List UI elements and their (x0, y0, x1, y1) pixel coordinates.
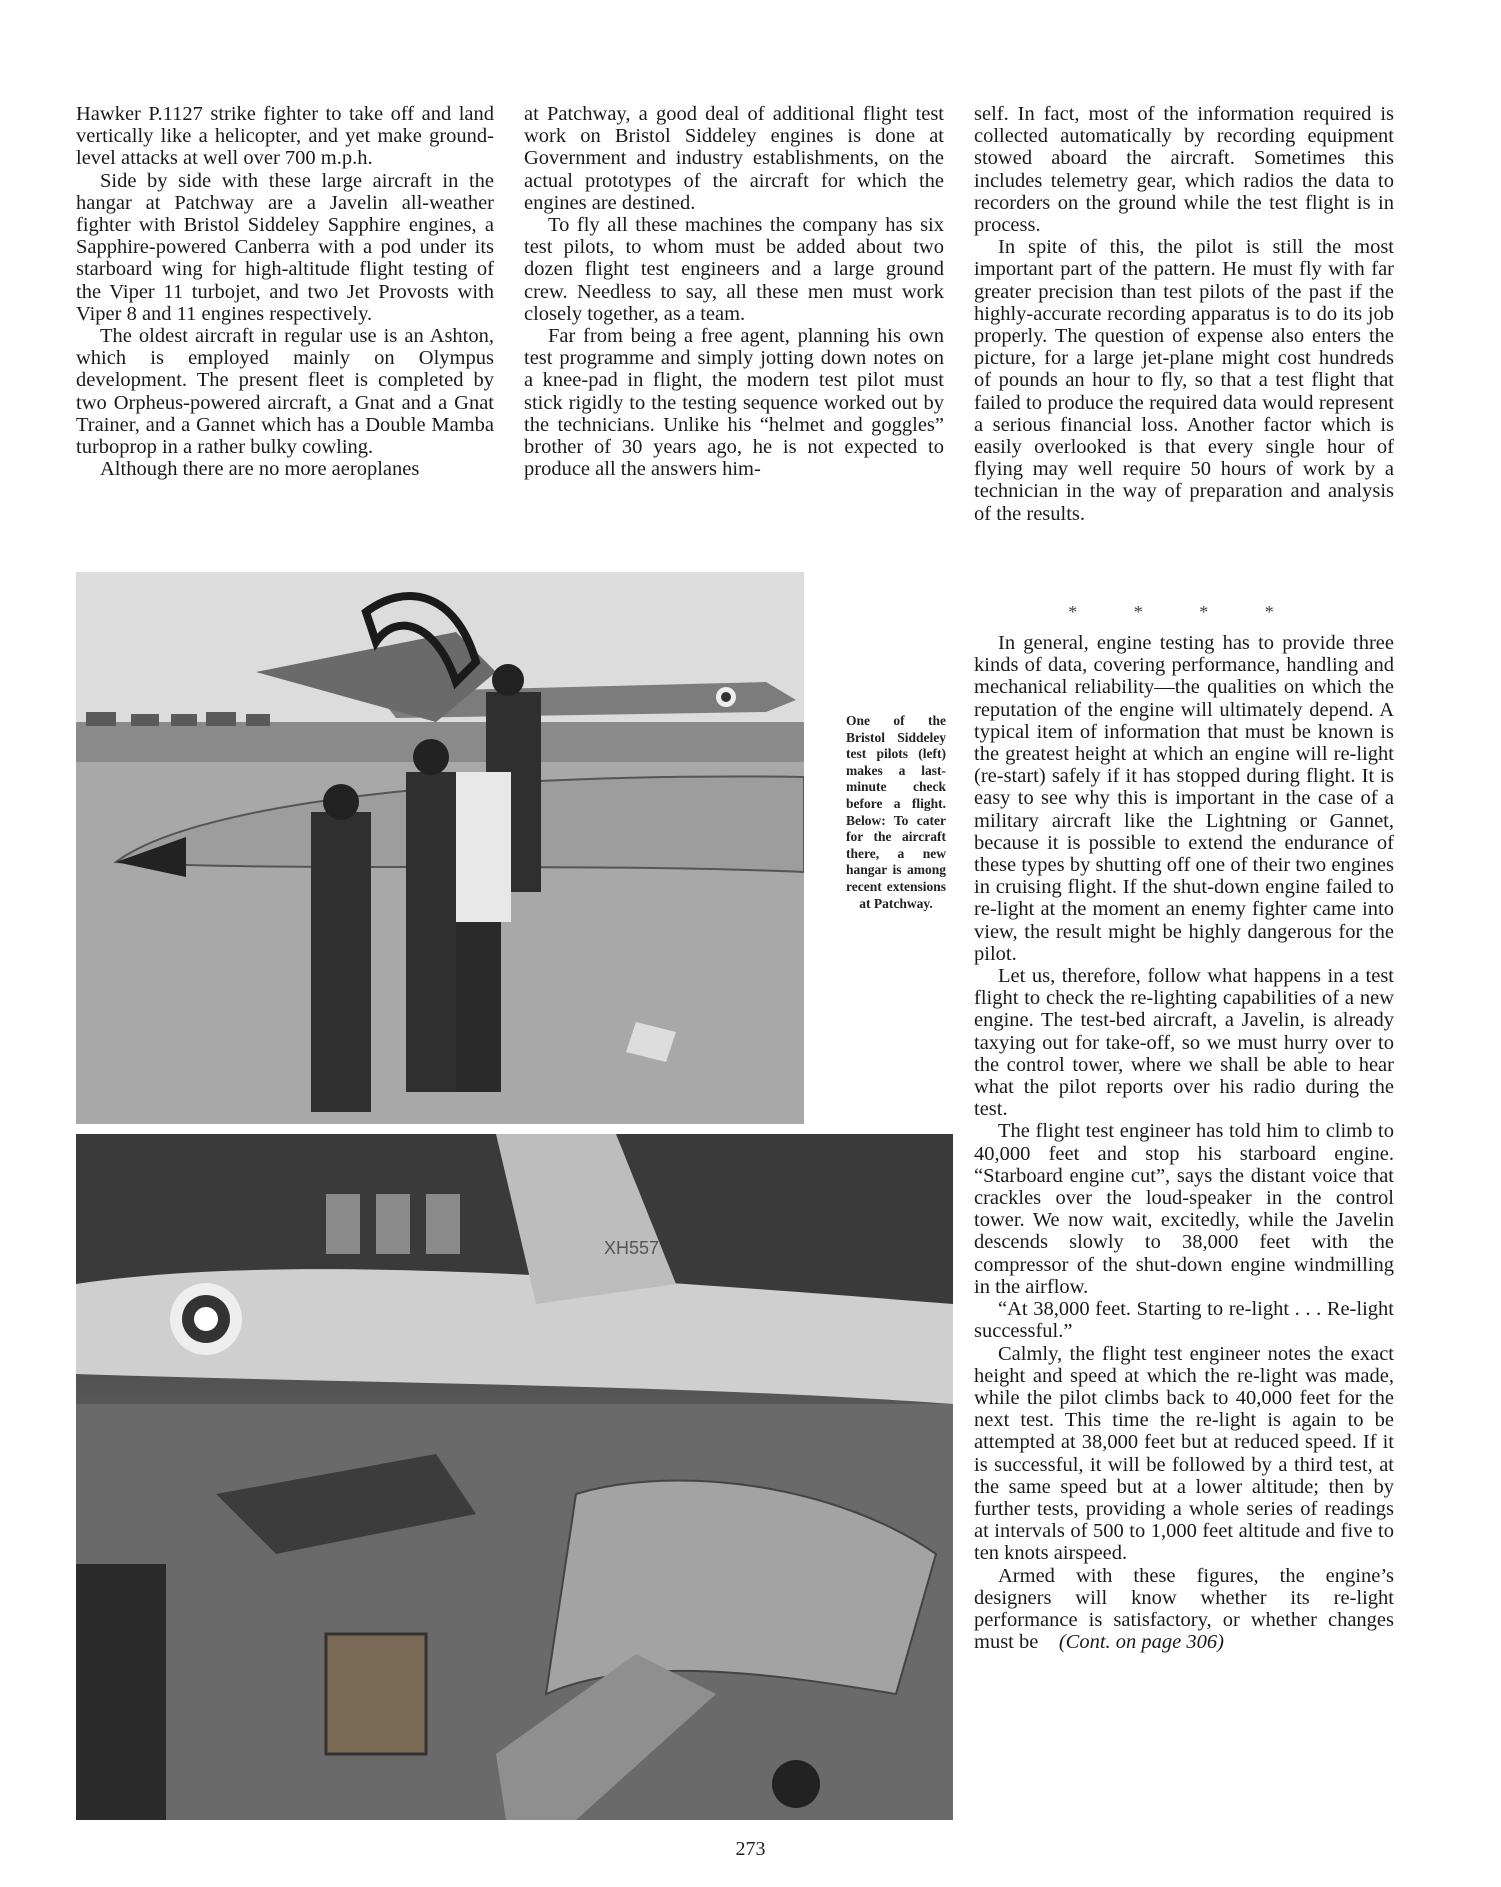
paragraph: Hawker P.1127 strike fighter to take off and land vertically like a helicopter, and yet make ground-level attacks at well over 700 m.p.h. (76, 103, 494, 170)
text-column-3-top (974, 103, 1394, 525)
photo-hangar-interior (76, 1134, 953, 1820)
photo-caption: One of the Bristol Siddeley test pilots (left) makes a last-minute check before a flight. Below: To cater for the aircraft there, a new hangar is among recent extensions at Patchway. (846, 713, 946, 911)
paragraph: Although there are no more aeroplanes (100, 458, 420, 481)
paragraph (974, 1565, 1394, 1654)
paragraph: The oldest aircraft in regular use is an Ashton, which is employed mainly on Olympus development. The present fleet is completed by two Orpheus-powered aircraft, a Gnat and a Gnat Trainer, and a Gannet which has a Double Mamba turboprop in a rather bulky cowling. (76, 325, 494, 459)
paragraph: Side by side with these large aircraft in the hangar at Patchway are a Javelin all-weather fighter with Bristol Siddeley Sapphire engines, a Sapphire-powered Canberra with a pod under its starboard wing for high-altitude flight testing of the Viper 11 turbojet, and two Jet Provosts with Viper 8 and 11 engines respectively. (76, 169, 494, 325)
text-column-1 (76, 103, 494, 480)
paragraph: The flight test engineer has told him to climb to 40,000 feet and stop his starboard engine. “Starboard engine cut”, says the distant voice that crackles over the loud-speaker in the control tower. We now wait, excitedly, while the Javelin descends slowly to 38,000 feet with the compressor of the shut-down engine windmilling in the airflow. (974, 1120, 1394, 1298)
aircraft-serial: XH557 (604, 1238, 660, 1258)
paragraph: Let us, therefore, follow what happens in a test flight to check the re-lighting capabilities of a new engine. The test-bed aircraft, a Javelin, is already taxying out for take-off, so we must hurry over to the control tower, where we shall be able to hear what the pilot reports over his radio during the test. (974, 965, 1394, 1121)
paragraph-text: Armed with these figures, the engine’s designers will know whether its re-light performance is satisfactory, or whether changes must be (974, 1564, 1394, 1654)
continued-note: (Cont. on page 306) (1058, 1631, 1224, 1654)
section-break-asterisks: * * * * (1068, 602, 1300, 622)
paragraph: In general, engine testing has to provide three kinds of data, covering performance, handling and mechanical reliability—the qualities on which the reputation of the engine will ultimately depend. A typical item of information that must be known is the greatest height at which an engine will re-light (re-start) safely if it has stopped during flight. It is easy to see why this is important in the case of a military aircraft like the Lightning or Gannet, because it is possible to extend the endurance of these types by shutting off one of their two engines in cruising flight. If the shut-down engine failed to re-light at the moment an enemy fighter came into view, the result might be highly dangerous for the pilot. (974, 632, 1394, 965)
photo-test-pilot-preflight (76, 572, 804, 1124)
paragraph: “At 38,000 feet. Starting to re-light . . . Re-light successful.” (974, 1298, 1394, 1343)
photo-illustration (76, 1134, 953, 1820)
paragraph: Far from being a free agent, planning his own test programme and simply jotting down notes on a knee-pad in flight, the modern test pilot must stick rigidly to the testing sequence worked out by the technicians. Unlike his “helmet and goggles” brother of 30 years ago, he is not expected to produce all the answers him- (524, 325, 944, 481)
photo-illustration (76, 572, 804, 1124)
paragraph: To fly all these machines the company has six test pilots, to whom must be added about two dozen flight test engineers and a large ground crew. Needless to say, all these men must work closely together, as a team. (524, 214, 944, 325)
page-number: 273 (735, 1838, 766, 1860)
paragraph: Calmly, the flight test engineer notes the exact height and speed at which the re-light was made, while the pilot climbs back to 40,000 feet for the next test. This time the re-light is again to be attempted at 38,000 feet but at reduced speed. If it is successful, it will be followed by a third test, at the same speed but at a lower altitude; then by further tests, providing a whole series of readings at intervals of 500 to 1,000 feet altitude and five to ten knots airspeed. (974, 1342, 1394, 1565)
text-column-2 (524, 103, 944, 480)
paragraph: In spite of this, the pilot is still the most important part of the pattern. He must fly with far greater precision than test pilots of the past if the highly-accurate recording apparatus is to do its job properly. The question of expense also enters the picture, for a large jet-plane might cost hundreds of pounds an hour to fly, so that a test flight that failed to produce the required data would represent a serious financial loss. Another factor which is easily overlooked is that every single hour of flying may well require 50 hours of work by a technician in the way of preparation and analysis of the results. (974, 236, 1394, 525)
text-column-3-bottom (974, 632, 1394, 1653)
paragraph: at Patchway, a good deal of additional flight test work on Bristol Siddeley engines is done at Government and industry establishments, on the actual prototypes of the aircraft for which the engines are destined. (524, 103, 944, 214)
paragraph: self. In fact, most of the information required is collected automatically by recording equipment stowed aboard the aircraft. Sometimes this includes telemetry gear, which radios the data to recorders on the ground while the test flight is in process. (974, 103, 1394, 237)
